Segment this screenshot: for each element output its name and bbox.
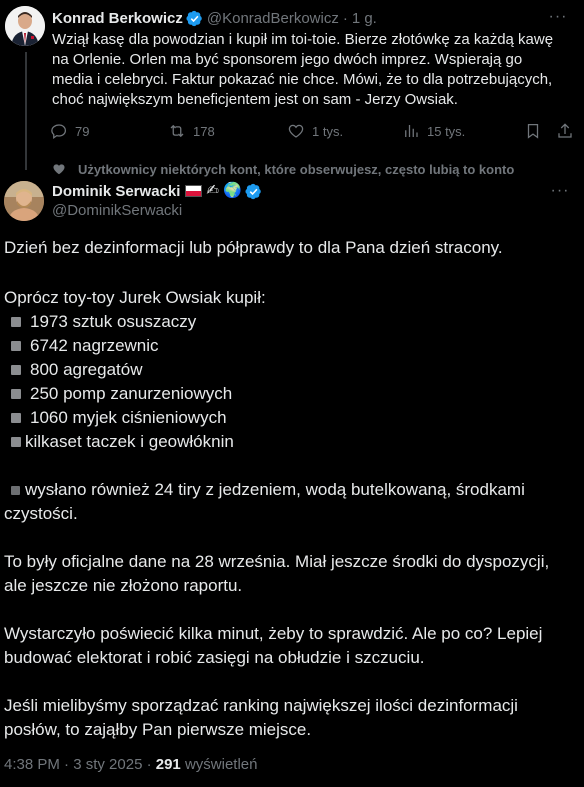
reply-button[interactable] <box>50 120 89 142</box>
bookmark-button[interactable] <box>524 120 549 142</box>
list-item-text: 800 agregatów <box>30 360 143 379</box>
parent-tweet-header <box>52 8 377 28</box>
text-line: media i celebryci. Faktur pokazać nie chce. Mówi, że to dla potrzebujących, <box>52 71 553 88</box>
main-tweet-header <box>52 181 266 201</box>
views-label: wyświetleń <box>180 756 258 773</box>
parent-tweet-text <box>52 30 572 110</box>
list-item-text: kilkaset taczek i geowłóknin <box>25 432 234 451</box>
tweet-paragraph: Dzień bez dezinformacji lub półprawdy to dla Pana dzień stracony. <box>4 238 503 257</box>
avatar[interactable] <box>5 6 45 46</box>
author-handle[interactable]: @DominikSerwacki <box>52 202 183 219</box>
globe-icon: 🌍 <box>222 182 242 199</box>
repost-icon <box>168 122 186 140</box>
bullet-square-icon <box>11 486 20 495</box>
more-icon[interactable]: ··· <box>550 182 570 199</box>
author-name[interactable]: Dominik Serwacki <box>52 182 181 200</box>
tweet-paragraph <box>4 478 580 502</box>
separator: · <box>342 9 348 27</box>
views-button[interactable] <box>402 120 465 142</box>
bookmark-icon <box>524 122 542 140</box>
reply-icon <box>50 122 68 140</box>
tweet-line: ale jeszcze nie złożono raportu. <box>4 576 243 595</box>
list-item-text: 250 pomp zanurzeniowych <box>30 384 233 403</box>
poland-flag-icon <box>185 185 202 197</box>
verified-icon <box>245 183 262 200</box>
list-item <box>4 358 580 382</box>
like-icon <box>287 122 305 140</box>
views-count: 15 tys. <box>427 123 466 139</box>
text-line: Wziął kasę dla powodzian i kupił im toi-toie. Bierze złotówkę za każdą kawę <box>52 31 554 48</box>
heart-icon <box>52 162 66 176</box>
tweet-line: czystości. <box>4 504 78 523</box>
tweet-line: wysłano również 24 tiry z jedzeniem, wodą butelkowaną, środkami <box>25 480 525 499</box>
bullet-square-icon <box>11 437 21 447</box>
list-item-text: 1973 sztuk osuszaczy <box>30 312 197 331</box>
bullet-square-icon <box>11 317 21 327</box>
list-item <box>4 310 580 334</box>
author-name[interactable]: Konrad Berkowicz <box>52 9 183 27</box>
thread-connector <box>25 52 27 170</box>
bullet-square-icon <box>11 389 21 399</box>
tweet-line: budować elektorat i robić zasięgi na obłudzie i szczuciu. <box>4 648 425 667</box>
share-icon <box>556 122 574 140</box>
more-icon[interactable]: ··· <box>548 8 568 25</box>
list-item <box>4 406 580 430</box>
text-line: na Orlenie. Orlen ma być sponsorem jego dwóch imprez. Wspierają go <box>52 51 523 68</box>
action-bar <box>50 120 570 142</box>
tweet-line: posłów, to zająłby Pan pierwsze miejsce. <box>4 720 312 739</box>
views-count: 291 <box>155 756 181 773</box>
social-context <box>52 160 514 178</box>
timestamp[interactable]: 4:38 PM · 3 sty 2025 · <box>4 756 156 773</box>
author-handle[interactable]: @KonradBerkowicz <box>206 9 339 27</box>
list-item <box>4 430 580 454</box>
share-button[interactable] <box>556 120 581 142</box>
tweet-metadata <box>4 756 257 773</box>
list-item <box>4 334 580 358</box>
reply-count: 79 <box>75 123 90 139</box>
social-context-text: Użytkownicy niektórych kont, które obserwujesz, często lubią to konto <box>78 161 515 177</box>
parent-tweet[interactable] <box>0 0 584 160</box>
writing-hand-icon: ✍ <box>206 182 219 199</box>
tweet-line: Jeśli mielibyśmy sporządzać ranking największej ilości dezinformacji <box>4 696 518 715</box>
text-line: choć największym beneficjentem jest on sam - Jerzy Owsiak. <box>52 91 458 108</box>
verified-icon <box>186 10 203 27</box>
bullet-square-icon <box>11 341 21 351</box>
bullet-square-icon <box>11 365 21 375</box>
tweet-line: Wystarczyło poświecić kilka minut, żeby to sprawdzić. Ale po co? Lepiej <box>4 624 543 643</box>
repost-count: 178 <box>193 123 215 139</box>
list-item-text: 6742 nagrzewnic <box>30 336 159 355</box>
tweet-paragraph: Oprócz toy-toy Jurek Owsiak kupił: <box>4 288 266 307</box>
repost-button[interactable] <box>168 120 215 142</box>
tweet-line: To były oficjalne dane na 28 września. Miał jeszcze środki do dyspozycji, <box>4 552 550 571</box>
like-count: 1 tys. <box>312 123 344 139</box>
list-item-text: 1060 myjek ciśnieniowych <box>30 408 227 427</box>
views-icon <box>402 122 420 140</box>
list-item <box>4 382 580 406</box>
avatar[interactable] <box>4 181 44 221</box>
like-button[interactable] <box>287 120 343 142</box>
tweet-time[interactable]: 1 g. <box>351 9 377 27</box>
bullet-square-icon <box>11 413 21 423</box>
